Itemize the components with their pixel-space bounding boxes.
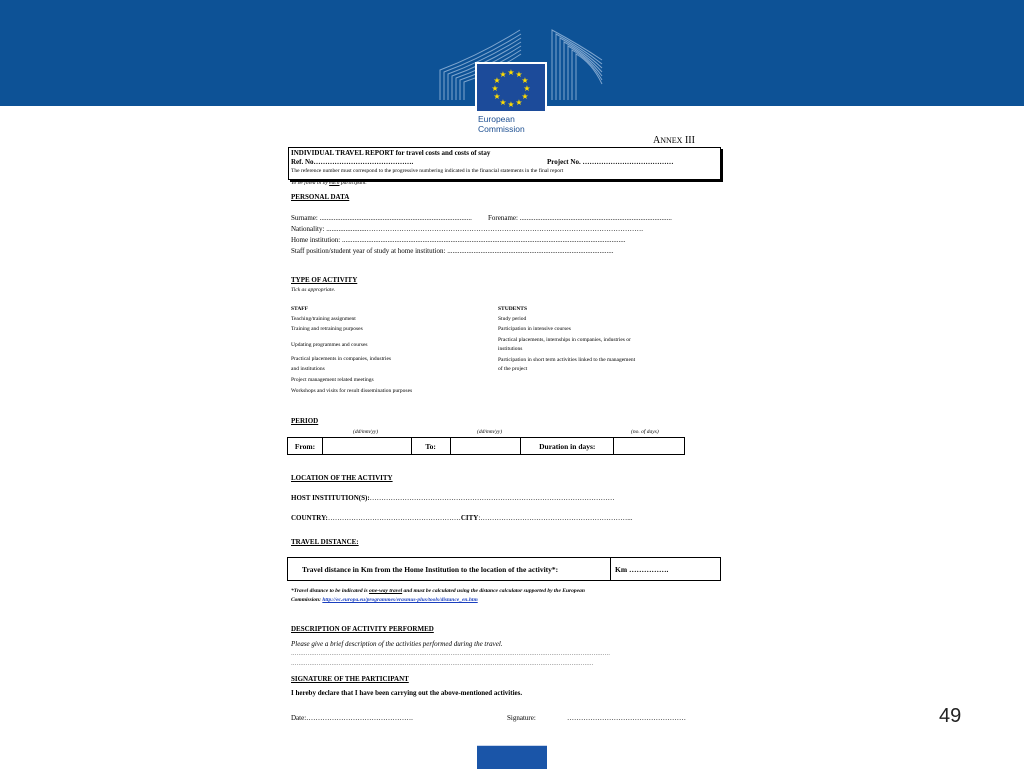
svg-text:★: ★ [491, 84, 499, 93]
signature-field[interactable]: …………………………………………… [567, 714, 686, 722]
student-item[interactable]: Study period [498, 316, 527, 322]
to-date-input[interactable] [450, 438, 521, 455]
personal-data-heading: PERSONAL DATA [291, 193, 350, 201]
student-item: of the project [498, 366, 528, 372]
svg-text:★: ★ [521, 92, 529, 101]
ref-no: Ref. No……………………………………. [291, 158, 414, 166]
filled-by-note: To be filled in by each participant. [291, 180, 367, 186]
from-date-hint: (dd/mm/yy) [353, 429, 379, 435]
distance-table [287, 557, 721, 581]
svg-text:★: ★ [507, 68, 515, 77]
footer-flag-block [477, 745, 547, 769]
svg-text:★: ★ [499, 70, 507, 79]
svg-text:★: ★ [499, 98, 507, 107]
ref-note: The reference number must correspond to the progressive numbering indicated in the financial statements in the final report [291, 168, 564, 174]
declaration-text: I hereby declare that I have been carrying out the above-mentioned activities. [291, 689, 523, 697]
to-label: To: [411, 438, 450, 455]
description-line[interactable]: ………………………………………………………………………………………………………………………………………………………… [291, 651, 610, 657]
student-item[interactable]: Participation in intensive courses [498, 326, 571, 332]
tick-note: Tick as appropriate. [291, 287, 336, 293]
host-institution-field[interactable]: HOST INSTITUTION(S):…………………………………………………………………………………………… [291, 494, 615, 502]
students-heading: STUDENTS [498, 306, 528, 312]
project-no: Project No. ………………………………… [547, 158, 674, 166]
signature-heading: SIGNATURE OF THE PARTICIPANT [291, 675, 409, 683]
duration-input[interactable] [614, 438, 685, 455]
nationality-field[interactable]: Nationality: .......................…………………………………………………………………….…………………………………. [291, 225, 643, 233]
logo-line-european: European [478, 114, 515, 124]
duration-label: Duration in days: [521, 438, 614, 455]
european-commission-logo [475, 62, 547, 142]
signature-label: Signature: [507, 714, 536, 722]
description-heading: DESCRIPTION OF ACTIVITY PERFORMED [291, 625, 434, 633]
logo-line-commission: Commission [478, 124, 525, 134]
date-field[interactable]: Date:………………………………………. [291, 714, 413, 722]
svg-text:★: ★ [521, 76, 529, 85]
to-date-hint: (dd/mm/yy) [477, 429, 503, 435]
description-line[interactable]: ………………………………………………………………………………………………………………………………………………… [291, 661, 594, 667]
distance-label: Travel distance in Km from the Home Institution to the location of the activity*: [288, 558, 611, 581]
staff-item[interactable]: Training and retraining purposes [291, 326, 363, 332]
distance-calculator-link[interactable]: http://ec.europa.eu/programmes/erasmus-plus/tools/distance_en.htm [322, 597, 478, 603]
staff-item[interactable]: Project management related meetings [291, 377, 374, 383]
staff-item[interactable]: Practical placements in companies, industries [291, 356, 392, 362]
activity-heading: TYPE OF ACTIVITY [291, 276, 358, 284]
location-heading: LOCATION OF THE ACTIVITY [291, 474, 393, 482]
from-date-input[interactable] [322, 438, 411, 455]
surname-field[interactable]: Surname: ....................................................................................... [291, 214, 472, 222]
from-label: From: [288, 438, 323, 455]
svg-text:★: ★ [493, 76, 501, 85]
distance-note: *Travel distance to be indicated is one-way travel and must be calculated using the distance calculator supported by the European [291, 588, 585, 594]
staff-item: and institutions [291, 366, 325, 372]
svg-text:★: ★ [523, 84, 531, 93]
student-item[interactable]: Participation in short term activities linked to the management [498, 357, 636, 363]
description-prompt: Please give a brief description of the activities performed during the travel. [291, 640, 503, 648]
staff-item[interactable]: Workshops and visits for result dissemination purposes [291, 388, 413, 394]
forename-field[interactable]: Forename: ....................................................................................... [488, 214, 672, 222]
svg-text:★: ★ [493, 92, 501, 101]
eu-stars-icon [477, 64, 545, 111]
distance-note-line2: Commission: http://ec.europa.eu/programmes/erasmus-plus/tools/distance_en.htm [291, 597, 478, 603]
travel-distance-heading: TRAVEL DISTANCE: [291, 538, 359, 546]
staff-item[interactable]: Updating programmes and courses [291, 342, 368, 348]
km-input[interactable]: Km ……………. [611, 558, 721, 581]
days-hint: (no. of days) [631, 429, 659, 435]
home-institution-field[interactable]: Home institution: .................................................................................................................................................................. [291, 236, 626, 244]
staff-item[interactable]: Teaching/training assignment [291, 316, 356, 322]
svg-text:★: ★ [515, 70, 523, 79]
staff-heading: STAFF [291, 306, 309, 312]
annex-label: ANNEX III [653, 135, 695, 146]
period-table [287, 437, 685, 455]
logo-wordmark [478, 114, 546, 140]
student-item[interactable]: Practical placements, internships in companies, industries or [498, 337, 631, 343]
page-number: 49 [939, 705, 962, 727]
form-title: INDIVIDUAL TRAVEL REPORT for travel costs and costs of stay [291, 149, 491, 157]
svg-text:★: ★ [515, 98, 523, 107]
svg-text:★: ★ [507, 100, 515, 109]
country-city-field[interactable]: COUNTRY:…………………………………………………CITY:………………………………………………………... [291, 514, 633, 522]
staff-position-field[interactable]: Staff position/student year of study at home institution: ............................................................................................... [291, 247, 614, 255]
eu-flag-icon [477, 64, 545, 111]
period-heading: PERIOD [291, 417, 319, 425]
student-item: institutions [498, 346, 523, 352]
